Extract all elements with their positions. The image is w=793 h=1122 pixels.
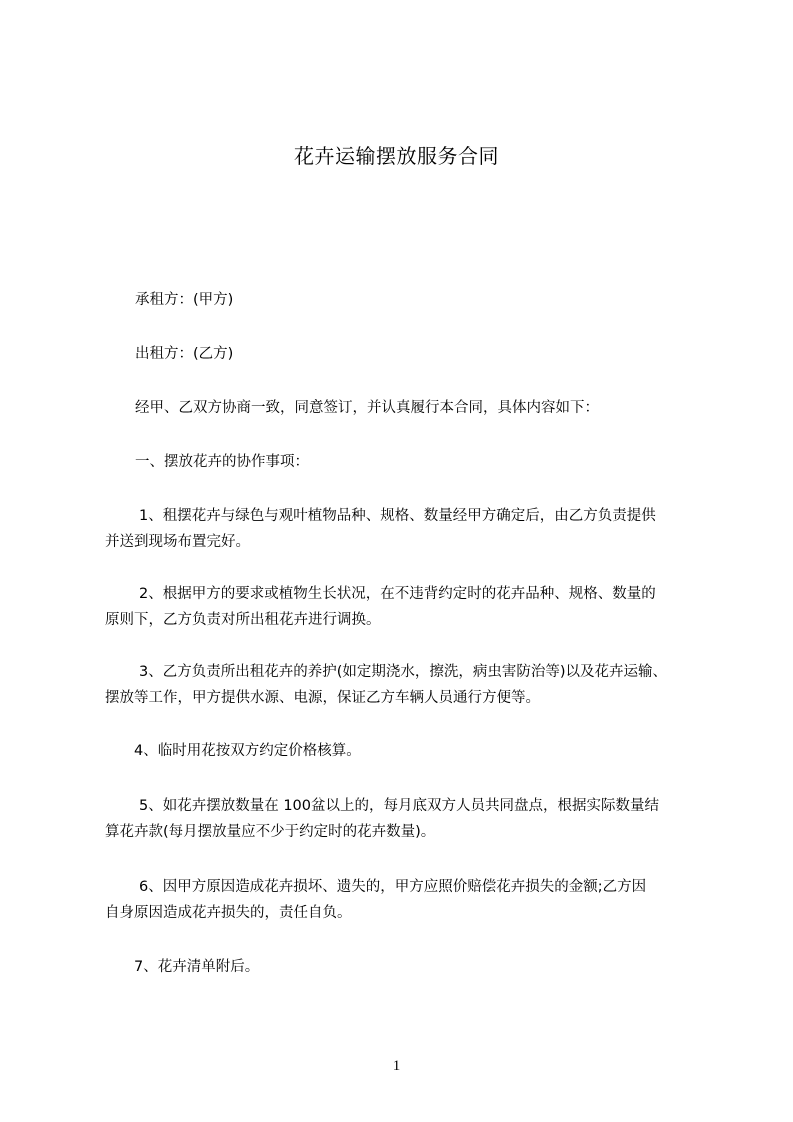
clause-6-line-2: 自身原因造成花卉损失的，责任自负。: [105, 905, 352, 921]
clause-5-line-1: 5、如花卉摆放数量在 100盆以上的，每月底双方人员共同盘点，根据实际数量结: [139, 798, 660, 814]
clause-7-line-1: 7、花卉清单附后。: [134, 959, 260, 975]
page-number: 1: [392, 1058, 401, 1074]
clause-4-line-1: 4、临时用花按双方约定价格核算。: [134, 743, 361, 759]
clause-5-line-2: 算花卉款(每月摆放量应不少于约定时的花卉数量)。: [105, 824, 436, 840]
clause-3-line-1: 3、乙方负责所出租花卉的养护(如定期浇水，擦洗，病虫害防治等)以及花卉运输、: [139, 664, 668, 680]
contract-title: 花卉运输摆放服务合同: [294, 144, 499, 168]
lessor-line: 出租方：(乙方): [135, 346, 234, 362]
clause-6-line-1: 6、因甲方原因造成花卉损坏、遗失的，甲方应照价赔偿花卉损失的金额;乙方因: [139, 879, 647, 895]
clause-1-line-2: 并送到现场布置完好。: [105, 534, 250, 550]
clause-2-line-1: 2、根据甲方的要求或植物生长状况，在不违背约定时的花卉品种、规格、数量的: [139, 586, 656, 602]
clause-2-line-2: 原则下，乙方负责对所出租花卉进行调换。: [105, 612, 381, 628]
clause-1-line-1: 1、租摆花卉与绿色与观叶植物品种、规格、数量经甲方确定后，由乙方负责提供: [139, 508, 656, 524]
section-heading: 一、摆放花卉的协作事项：: [135, 454, 309, 470]
preamble-paragraph: 经甲、乙双方协商一致，同意签订，并认真履行本合同，具体内容如下：: [135, 400, 599, 416]
lessee-line: 承租方：(甲方): [135, 292, 234, 308]
clause-3-line-2: 摆放等工作，甲方提供水源、电源，保证乙方车辆人员通行方便等。: [105, 690, 540, 706]
